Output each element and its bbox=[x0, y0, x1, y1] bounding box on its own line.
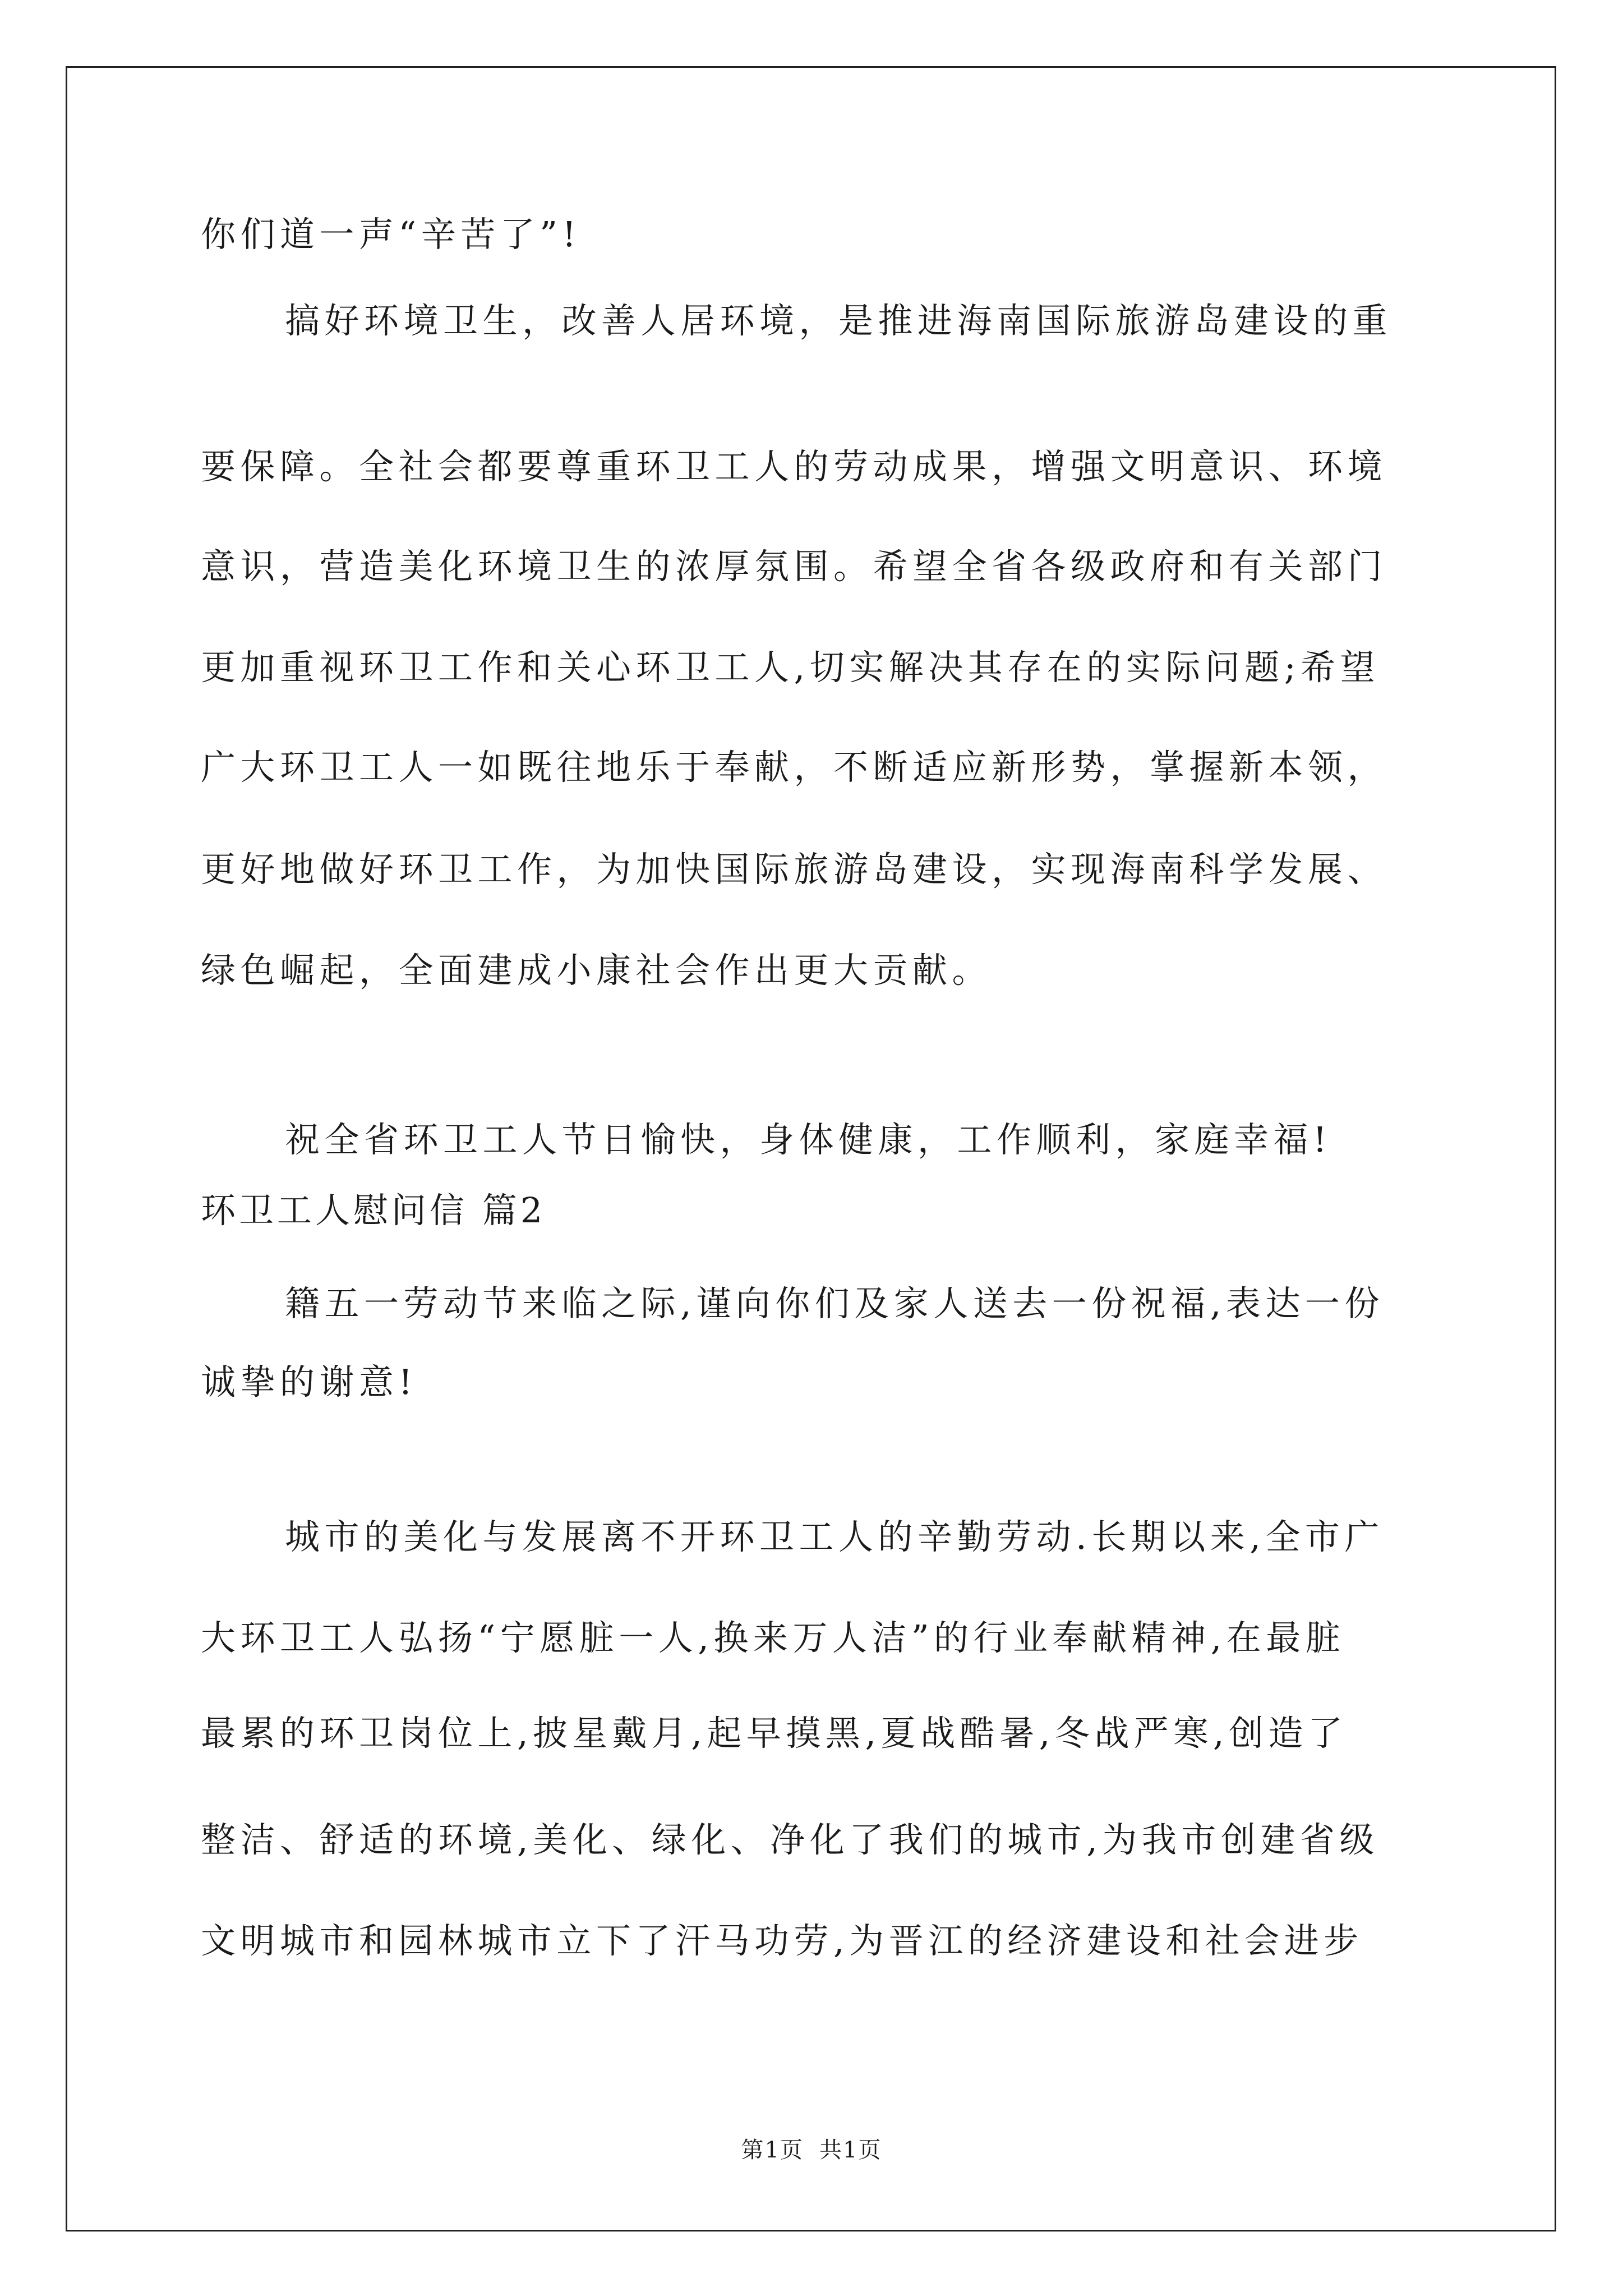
text-line: 最累的环卫岗位上,披星戴月,起早摸黑,夏战酷暑,冬战严寒,创造了 bbox=[201, 1713, 1348, 1754]
paragraph-first-line: 搞好环境卫生，改善人居环境，是推进海南国际旅游岛建设的重 bbox=[285, 300, 1393, 341]
text-line: 要保障。全社会都要尊重环卫工人的劳动成果，增强文明意识、环境 bbox=[201, 446, 1387, 487]
page-number: 第1页 bbox=[741, 2137, 804, 2163]
text-line: 广大环卫工人一如既往地乐于奉献，不断适应新形势，掌握新本领， bbox=[201, 747, 1387, 788]
text-line: 更好地做好环卫工作，为加快国际旅游岛建设，实现海南科学发展、 bbox=[201, 849, 1387, 890]
text-line: 整洁、舒适的环境,美化、绿化、净化了我们的城市,为我市创建省级 bbox=[201, 1819, 1379, 1860]
paragraph-first-line: 城市的美化与发展离不开环卫工人的辛勤劳动.长期以来,全市广 bbox=[285, 1516, 1384, 1557]
paragraph-first-line: 籍五一劳动节来临之际,谨向你们及家人送去一份祝福,表达一份 bbox=[285, 1283, 1384, 1324]
page-total: 共1页 bbox=[819, 2137, 882, 2163]
paragraph-first-line: 祝全省环卫工人节日愉快，身体健康，工作顺利，家庭幸福! bbox=[285, 1119, 1332, 1160]
text-line: 绿色崛起，全面建成小康社会作出更大贡献。 bbox=[201, 950, 992, 991]
text-line: 大环卫工人弘扬“宁愿脏一人,换来万人洁”的行业奉献精神,在最脏 bbox=[201, 1617, 1345, 1658]
text-line: 诚挚的谢意! bbox=[201, 1361, 417, 1402]
text-line: 意识，营造美化环境卫生的浓厚氛围。希望全省各级政府和有关部门 bbox=[201, 546, 1387, 587]
section-heading: 环卫工人慰问信 篇2 bbox=[201, 1190, 546, 1231]
text-line: 文明城市和园林城市立下了汗马功劳,为晋江的经济建设和社会进步 bbox=[201, 1920, 1363, 1961]
text-line: 更加重视环卫工作和关心环卫工人,切实解决其存在的实际问题;希望 bbox=[201, 647, 1380, 688]
page-footer bbox=[0, 2136, 1623, 2164]
text-line: 你们道一声“辛苦了”! bbox=[201, 214, 581, 255]
